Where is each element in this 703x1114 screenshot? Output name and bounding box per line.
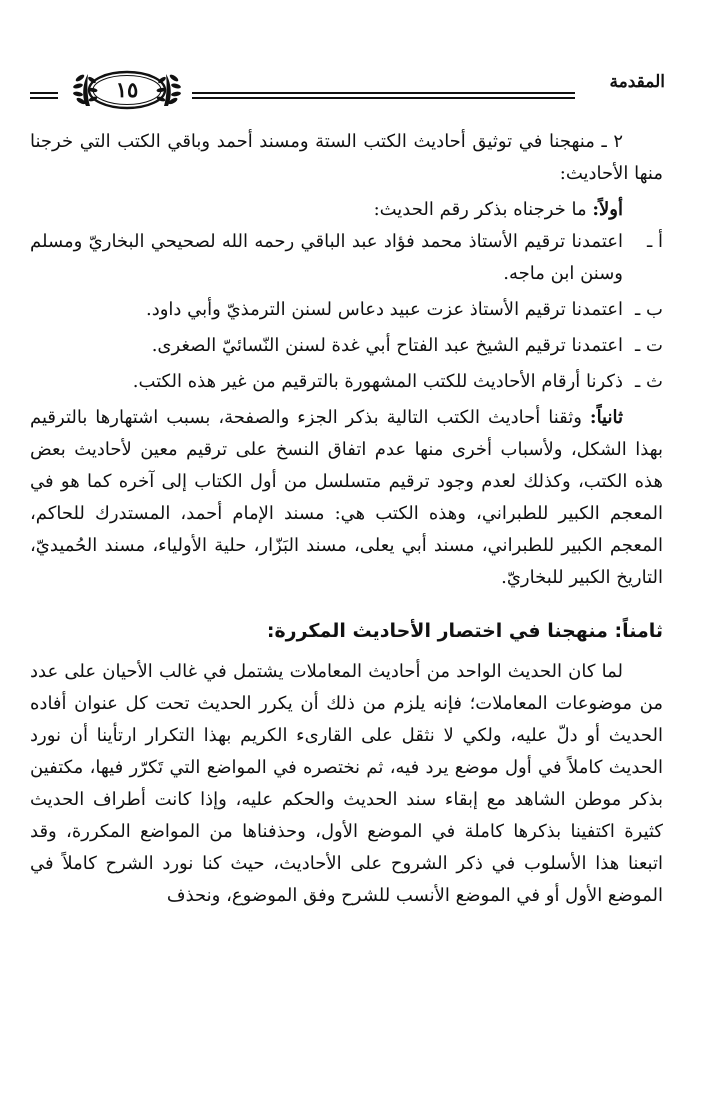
list-item	[30, 226, 663, 290]
list-text: اعتمدنا ترقيم الأستاذ عزت عبيد دعاس لسنن الترمذيّ وأبي داود.	[146, 299, 623, 320]
list-marker: أ ـ	[647, 231, 663, 252]
paragraph-documentation-method: ٢ ـ منهجنا في توثيق أحاديث الكتب الستة ومسند أحمد وباقي الكتب التي خرجنا منها الأحاديث:	[30, 131, 663, 184]
list-text: اعتمدنا ترقيم الأستاذ محمد فؤاد عبد الباقي رحمه الله لصحيحي البخاريّ ومسلم وسنن ابن ماجه.	[30, 231, 623, 284]
page-number-badge	[68, 68, 186, 112]
page-content	[30, 126, 663, 912]
header-rule-upper	[192, 92, 575, 94]
list-item	[30, 330, 663, 362]
paragraph-repeated-hadith: لما كان الحديث الواحد من أحاديث المعاملات يشتمل في غالب الأحيان على عدد من موضوعات المعاملات؛ فإنه يلزم من ذلك أن يكرر الحديث تحت كل عنوان أفاده الحديث أو دلّ عليه، ولكي لا نثقل على القارىء الكريم بهذا التكرار ارتأينا أن نورد الحديث كاملاً في أول موضع يرد فيه، ثم نختصره في المواضع التي تَكرّر فيها، مكتفين بذكر موطن الشاهد مع إبقاء سند الحديث والحكم عليه، وإذا كانت أطراف الحديث كثيرة اكتفينا بذكرها كاملة في الموضع الأول، وحذفناها من المواضع المكررة، وقد اتبعنا هذا الأسلوب في ذكر الشروح على الأحاديث، حيث كنا نورد الشرح كاملاً في الموضع الأول أو في الموضع الأنسب للشرح وفق الموضوع، ونحذف	[30, 661, 663, 906]
first-text: ما خرجناه بذكر رقم الحديث:	[373, 199, 587, 220]
paragraph-first	[30, 194, 663, 226]
section-heading: ثامناً: منهجنا في اختصار الأحاديث المكررة:	[266, 620, 663, 642]
header-rule-left-lower	[30, 97, 58, 99]
chapter-title: المقدمة	[609, 72, 665, 92]
list-item	[30, 366, 663, 398]
second-lead: ثانياً:	[589, 407, 623, 428]
first-lead: أولاً:	[592, 199, 623, 220]
list-marker: ت ـ	[635, 335, 663, 356]
paragraph-second	[30, 402, 663, 594]
list-item	[30, 294, 663, 326]
second-text: وثقنا أحاديث الكتب التالية بذكر الجزء والصفحة، بسبب اشتهارها بالترقيم بهذا الشكل، ولأسباب أخرى منها عدم اتفاق النسخ على ترقيم معين لأحاديث بعض هذه الكتب، وكذلك لعدم وجود ترقيم متسلسل من أول الكتاب إلى آخره كما هو في المعجم الكبير للطبراني، وهذه الكتب هي: مسند الإمام أحمد، المستدرك للحاكم، المعجم الكبير للطبراني، مسند أبي يعلى، مسند البَزّار، حلية الأولياء، مسند الحُميديّ، التاريخ الكبير للبخاريّ.	[30, 407, 663, 588]
list-marker: ب ـ	[635, 299, 663, 320]
list-marker: ث ـ	[635, 371, 663, 392]
list-text: ذكرنا أرقام الأحاديث للكتب المشهورة بالترقيم من غير هذه الكتب.	[132, 371, 623, 392]
header-rule-lower	[192, 97, 575, 99]
header-rule-left-upper	[30, 92, 58, 94]
list-text: اعتمدنا ترقيم الشيخ عبد الفتاح أبي غدة لسنن النّسائيّ الصغرى.	[151, 335, 623, 356]
page-header	[30, 62, 665, 114]
page-number: ١٥	[115, 77, 139, 102]
